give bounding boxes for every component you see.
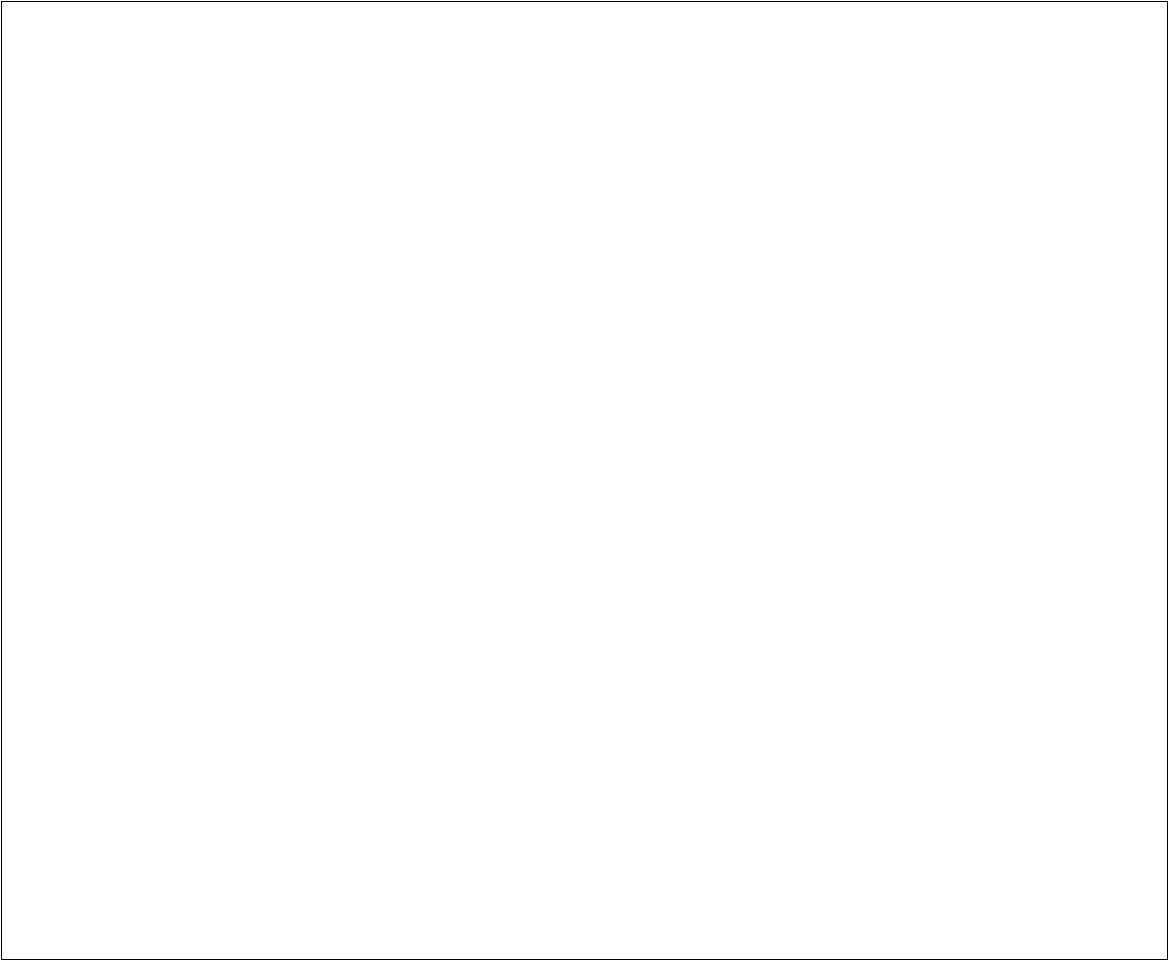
table-frame — [1, 1, 1168, 960]
